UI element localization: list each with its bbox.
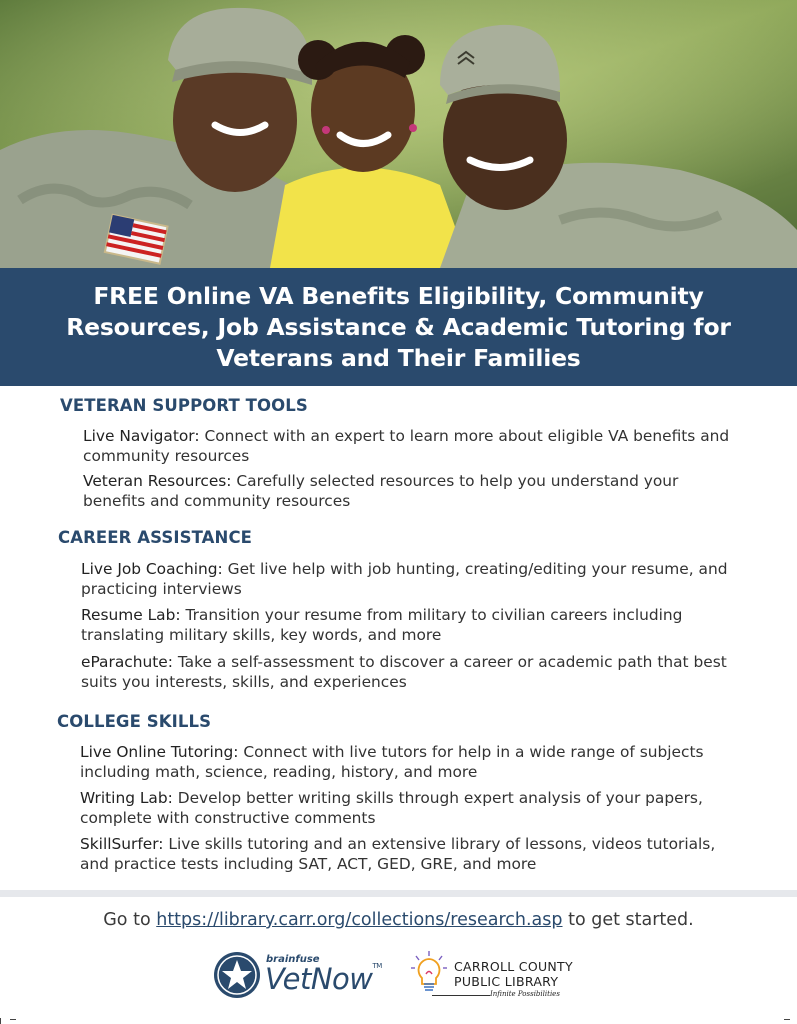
section-heading: CAREER ASSISTANCE [58,528,253,547]
list-item [81,605,741,645]
item-label: SkillSurfer: [80,835,164,853]
section-heading: VETERAN SUPPORT TOOLS [60,396,308,415]
crop-mark [10,1019,16,1020]
item-text: Transition your resume from military to civilian careers including translating military skills, key words, and more [81,606,683,644]
hero-photo [0,0,797,268]
library-name-line1: CARROLL COUNTY [454,959,573,974]
item-label: Live Navigator: [83,427,200,445]
crop-mark [784,1019,790,1020]
item-text: Carefully selected resources to help you understand your benefits and community resources [83,472,679,510]
trademark: TM [372,962,382,970]
vetnow-wordmark [265,962,382,996]
item-text: Connect with an expert to learn more about eligible VA benefits and community resources [83,427,730,465]
tagline-rule [432,995,490,996]
item-text: Develop better writing skills through expert analysis of your papers, complete with constructive comments [80,789,703,827]
brainfuse-wordmark: brainfuse [266,954,320,965]
item-label: Veteran Resources: [83,472,232,490]
list-item [83,426,743,466]
list-item [81,559,741,599]
call-to-action [0,910,797,930]
list-item [80,834,740,874]
item-label: eParachute: [81,653,173,671]
item-label: Live Job Coaching: [81,560,223,578]
item-text: Get live help with job hunting, creating/editing your resume, and practicing interviews [81,560,728,598]
item-label: Writing Lab: [80,789,173,807]
divider [0,890,797,897]
vetnow-name: VetNow [265,962,373,996]
star-badge-icon [214,952,260,998]
library-name-line2: PUBLIC LIBRARY [454,974,559,989]
item-text: Connect with live tutors for help in a wide range of subjects including math, science, reading, history, and more [80,743,704,781]
library-tagline: Infinite Possibilities [490,990,560,998]
cta-suffix: to get started. [568,910,694,930]
list-item [80,742,740,782]
title-banner [0,268,797,386]
list-item [83,471,743,511]
page-title: FREE Online VA Benefits Eligibility, Community Resources, Job Assistance & Academic Tutoring for Veterans and Their Families [66,281,731,372]
item-label: Live Online Tutoring: [80,743,239,761]
item-text: Take a self-assessment to discover a career or academic path that best suits you interests, skills, and experiences [81,653,727,691]
list-item [81,652,741,692]
research-link[interactable]: https://library.carr.org/collections/research.asp [156,910,563,930]
section-heading: COLLEGE SKILLS [57,712,212,731]
crop-mark [0,1018,1,1024]
item-text: Live skills tutoring and an extensive library of lessons, videos tutorials, and practice tests including SAT, ACT, GED, GRE, and more [80,835,716,873]
list-item [80,788,740,828]
cta-prefix: Go to [103,910,151,930]
vetnow-logo [214,950,389,1000]
carroll-county-library-logo [410,950,590,1002]
item-label: Resume Lab: [81,606,181,624]
